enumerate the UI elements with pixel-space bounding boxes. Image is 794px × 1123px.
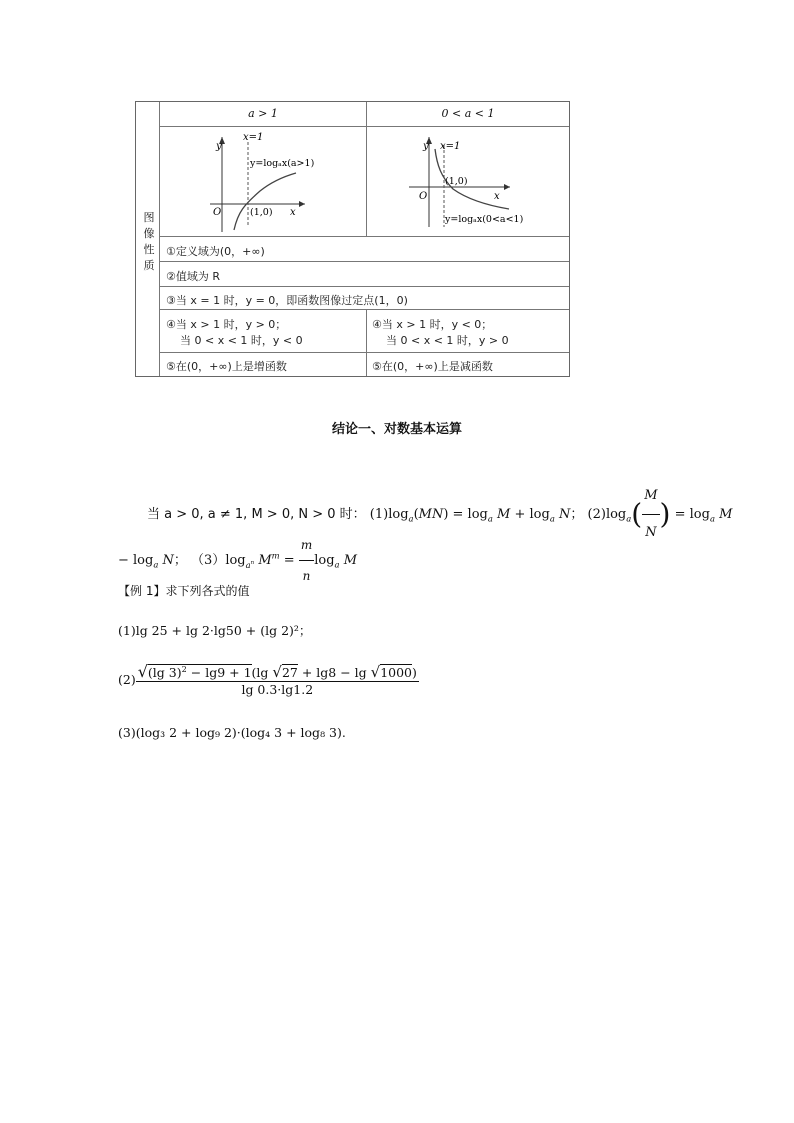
range-row: ②值域为 R xyxy=(166,270,221,283)
problem-2-numerator: √(lg 3)$^2$ − lg9 + 1(lg √27 + lg8 − lg √1000) xyxy=(137,662,417,681)
domain-row: ①定义域为(0，+∞) xyxy=(166,245,265,258)
problem-2-denominator: lg 0.3·lg1.2 xyxy=(241,682,314,697)
y-axis-label: y xyxy=(423,141,429,152)
problem-2-fraction xyxy=(136,662,419,697)
logarithm-properties-table xyxy=(135,101,570,377)
curve-label: y=logₐx(a>1) xyxy=(250,158,315,169)
table-divider xyxy=(159,286,569,287)
origin-label: O xyxy=(419,191,428,202)
table-divider xyxy=(159,236,569,237)
col1-header: a > 1 xyxy=(248,107,278,120)
x-arrow-icon xyxy=(504,184,510,190)
sign-row-left-1: ④当 x > 1 时，y > 0； xyxy=(166,318,287,331)
point-label: (1,0) xyxy=(445,176,468,187)
curve-label: y=logₐx(0<a<1) xyxy=(445,214,524,225)
graph-decreasing xyxy=(367,127,569,236)
rules-condition: 当 a > 0, a ≠ 1, M > 0, N > 0 时： xyxy=(147,507,366,522)
x-eq-1-label: x=1 xyxy=(243,132,264,143)
col2-header: 0 < a < 1 xyxy=(441,107,495,120)
sign-row-left-2: 当 0 < x < 1 时，y < 0 xyxy=(180,334,303,347)
monotonic-row-right: ⑤在(0，+∞)上是减函数 xyxy=(372,360,493,373)
problem-2-prefix: (2) xyxy=(118,672,136,687)
section-title: 结论一、对数基本运算 xyxy=(331,422,462,437)
x-arrow-icon xyxy=(299,201,305,207)
table-divider xyxy=(159,352,569,353)
rule2-prefix: (2) xyxy=(587,507,606,522)
problem-2 xyxy=(118,662,419,697)
table-divider xyxy=(366,309,367,376)
table-divider xyxy=(159,261,569,262)
log-rules-line1: 当 a > 0, a ≠ 1, M > 0, N > 0 时： $(1)\log_a(MN) = \log_a M + \log_a N$； $(2)\log_a$( $\frac{M}{N}$ ) = $\log_a M$ xyxy=(147,478,732,551)
monotonic-row-left: ⑤在(0，+∞)上是增函数 xyxy=(166,360,287,373)
fixed-point-row: ③当 x = 1 时，y = 0，即函数图像过定点(1，0) xyxy=(166,294,408,307)
x-axis-label: x xyxy=(290,207,296,218)
point-label: (1,0) xyxy=(250,207,273,218)
sign-row-right-1: ④当 x > 1 时，y < 0； xyxy=(372,318,493,331)
x-eq-1-label: x=1 xyxy=(440,141,461,152)
problem-1: (1)lg 25 + lg 2·lg50 + (lg 2)²； xyxy=(118,623,312,638)
example-title: 【例 1】求下列各式的值 xyxy=(118,584,250,598)
origin-label: O xyxy=(213,207,222,218)
rule3-prefix: （3） xyxy=(191,553,226,568)
rule1-prefix: (1) xyxy=(369,507,389,522)
table-divider xyxy=(159,309,569,310)
x-axis-label: x xyxy=(494,191,500,202)
y-axis-label: y xyxy=(216,141,222,152)
graph-increasing xyxy=(160,127,366,236)
log-curve-increasing xyxy=(234,173,296,230)
side-label: 图像性质 xyxy=(143,211,155,272)
log-rules-line2: − $\log_a N$； $(3)\log_{a^n}$ $M^m$ = $\frac{m}{n}$ $\log_a M$ xyxy=(118,530,357,591)
problem-3: (3)(log₃ 2 + log₉ 2)·(log₄ 3 + log₈ 3). xyxy=(118,725,346,740)
sign-row-right-2: 当 0 < x < 1 时，y > 0 xyxy=(386,334,509,347)
